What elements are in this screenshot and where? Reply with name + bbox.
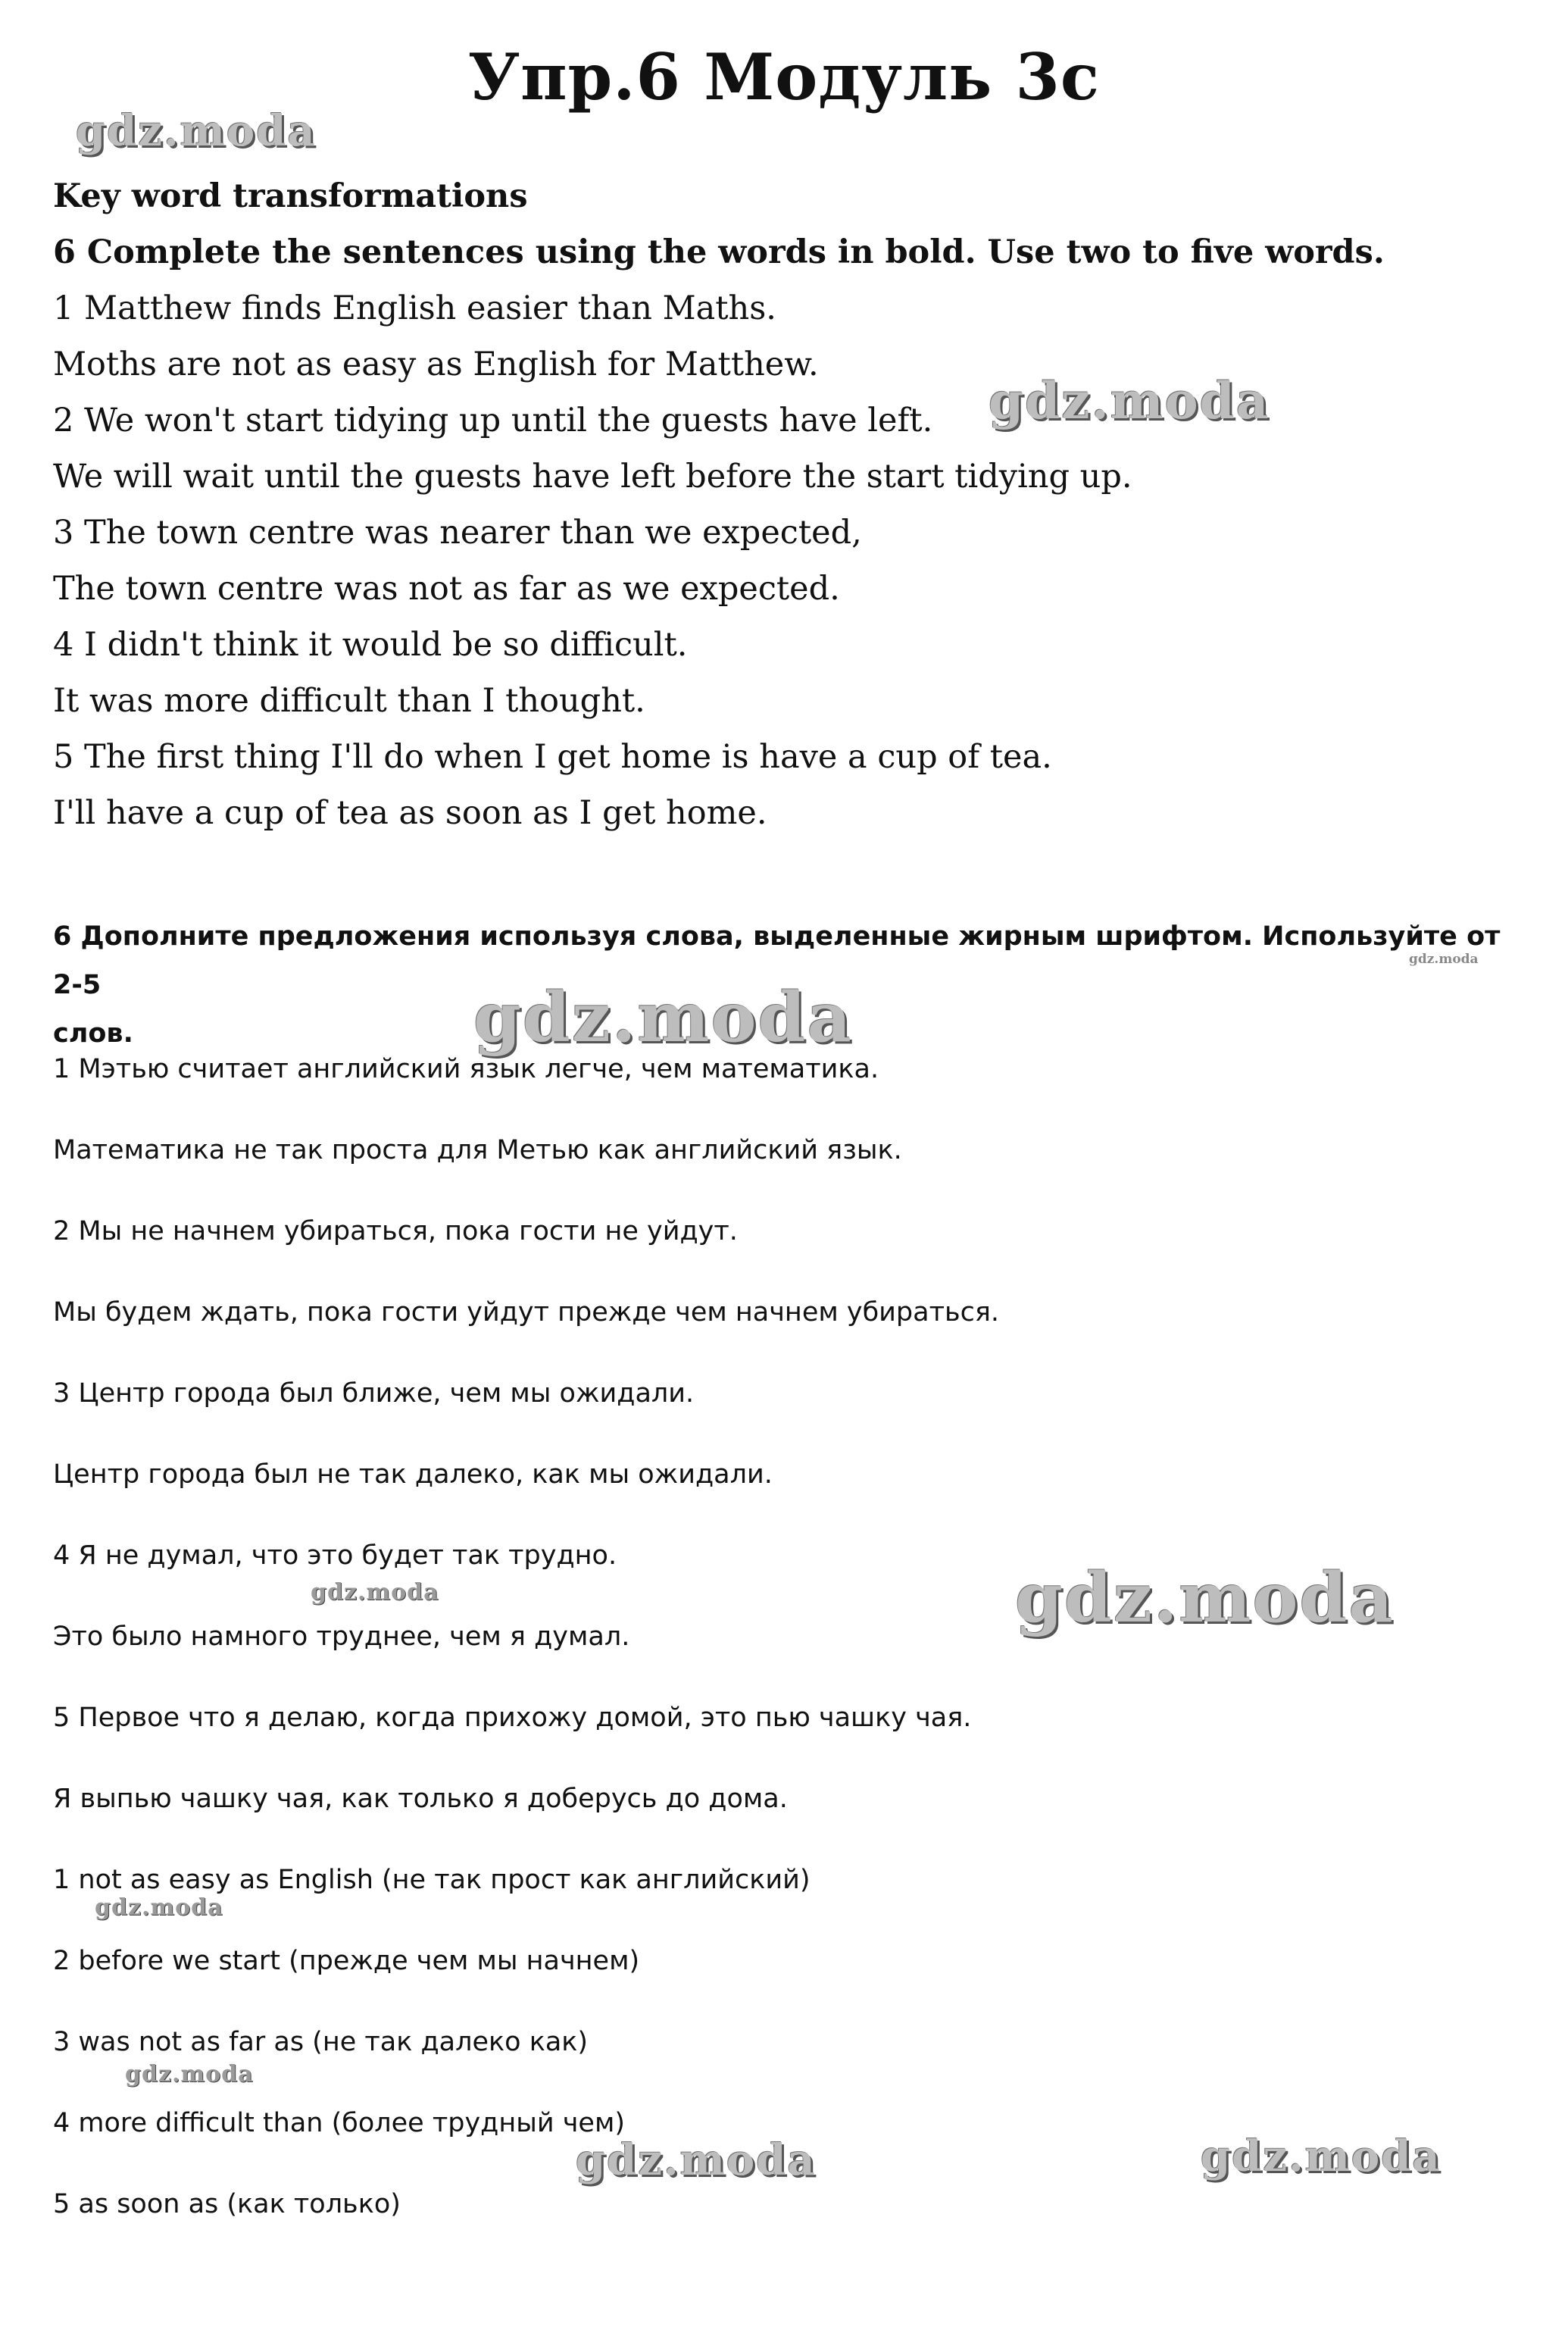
english-line: It was more difficult than I thought. bbox=[53, 682, 645, 720]
russian-task-line2: слов. bbox=[53, 1018, 133, 1049]
russian-line: 2 Мы не начнем убираться, пока гости не уйдут. bbox=[53, 1216, 738, 1246]
watermark: gdz.moda bbox=[311, 1579, 439, 1606]
watermark: gdz.moda bbox=[989, 371, 1270, 430]
english-heading: Key word transformations bbox=[53, 177, 528, 215]
english-line: The town centre was not as far as we expected. bbox=[53, 570, 840, 608]
page-title: Упр.6 Модуль 3с bbox=[467, 39, 1101, 114]
english-line: I'll have a cup of tea as soon as I get home. bbox=[53, 794, 767, 832]
russian-line: Я выпью чашку чая, как только я доберусь до дома. bbox=[53, 1784, 788, 1814]
answer-line: 2 before we start (прежде чем мы начнем) bbox=[53, 1946, 640, 1976]
russian-line: 1 Мэтью считает английский язык легче, чем математика. bbox=[53, 1054, 879, 1084]
answer-line: 5 as soon as (как только) bbox=[53, 2189, 401, 2219]
russian-line: 5 Первое что я делаю, когда прихожу домой, это пью чашку чая. bbox=[53, 1703, 972, 1733]
watermark: gdz.moda bbox=[1015, 1558, 1395, 1638]
russian-task-line1: 6 Дополните предложения используя слова, выделенные жирным шрифтом. Используйте от 2-5 bbox=[53, 921, 1501, 1000]
watermark: gdz.moda bbox=[95, 1894, 223, 1921]
english-task: 6 Complete the sentences using the words in bold. Use two to five words. bbox=[53, 233, 1385, 271]
english-line: We will wait until the guests have left before the start tidying up. bbox=[53, 458, 1132, 496]
russian-line: 4 Я не думал, что это будет так трудно. bbox=[53, 1540, 617, 1571]
russian-line: Это было намного труднее, чем я думал. bbox=[53, 1622, 630, 1652]
english-section bbox=[53, 168, 1530, 841]
english-line: 4 I didn't think it would be so difficult. bbox=[53, 626, 688, 664]
russian-line: Мы будем ждать, пока гости уйдут прежде чем начнем убираться. bbox=[53, 1297, 1000, 1328]
english-line: Moths are not as easy as English for Matthew. bbox=[53, 346, 819, 383]
russian-line: Математика не так проста для Метью как английский язык. bbox=[53, 1135, 902, 1165]
watermark: gdz.moda bbox=[76, 106, 317, 156]
russian-line: 3 Центр города был ближе, чем мы ожидали. bbox=[53, 1378, 695, 1409]
watermark: gdz.moda bbox=[576, 2135, 817, 2185]
answer-line: 1 not as easy as English (не так прост как английский) bbox=[53, 1865, 811, 1895]
english-line: 2 We won't start tidying up until the guests have left. bbox=[53, 402, 933, 439]
watermark: gdz.moda bbox=[473, 977, 853, 1058]
english-line: 5 The first thing I'll do when I get home is have a cup of tea. bbox=[53, 738, 1052, 776]
watermark: gdz.moda bbox=[1201, 2131, 1441, 2181]
watermark: gdz.moda bbox=[125, 2061, 254, 2088]
watermark: gdz.moda bbox=[1409, 952, 1479, 967]
russian-line: Центр города был не так далеко, как мы ожидали. bbox=[53, 1459, 773, 1490]
answer-line: 3 was not as far as (не так далеко как) bbox=[53, 2027, 589, 2057]
answer-line: 4 more difficult than (более трудный чем) bbox=[53, 2108, 626, 2138]
english-line: 3 The town centre was nearer than we expected, bbox=[53, 514, 862, 552]
english-line: 1 Matthew finds English easier than Maths. bbox=[53, 289, 776, 327]
